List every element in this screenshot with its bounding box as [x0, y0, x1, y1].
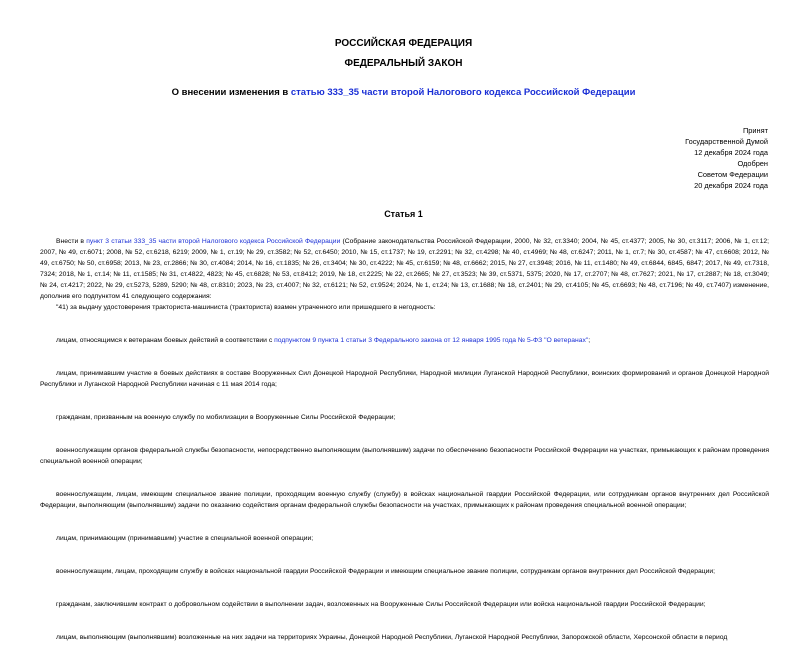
law-title-prefix: О внесении изменения в [171, 87, 291, 98]
list-item: военнослужащим, лицам, проходящим службу в войсках национальной гвардии Российской Федерации и имеющим специальное звание полиции, сотрудникам органов внутренних дел Российской Федерации; [56, 568, 716, 575]
law-type-heading: ФЕДЕРАЛЬНЫЙ ЗАКОН [344, 58, 463, 69]
p2-prefix: лицам, относящимся к ветеранам боевых действий в соответствии с [56, 337, 275, 344]
list-item: лицам, принимающим (принимавшим) участие в специальной военной операции; [56, 535, 314, 542]
list-item: лицам, принимавшим участие в боевых действиях в составе Вооруженных Сил Донецкой Народной Республики, Народной милиции Луганской Народной Республики, воинских формирований и органов Донецкой Народной Республики и Луганской Народной Республики начиная с 11 мая 2014 года; [40, 370, 769, 388]
intro-link[interactable]: пункт 3 статьи 333_35 части второй Налогового кодекса Российской Федерации [86, 238, 341, 245]
list-item: гражданам, призванным на военную службу по мобилизации в Вооруженные Силы Российской Федерации; [56, 414, 396, 421]
adoption-line-duma: Государственной Думой [685, 137, 768, 146]
veterans-law-link[interactable]: подпунктом 9 пункта 1 статьи 3 Федерального закона от 12 января 1995 года № 5-ФЗ "О ветеранах" [274, 337, 589, 344]
list-item: военнослужащим, лицам, имеющим специальное звание полиции, проходящим военную службу (службу) в войсках национальной гвардии Российской Федерации, или сотрудникам органов внутренних дел Российской Федерации, выполняющим (выполнявшим) задачи по оказанию содействия органам федеральной службы безопасности на участках, примыкающих к районам проведения специальной военной операции; [40, 491, 769, 509]
subparagraph-41: "41) за выдачу удостоверения тракториста-машиниста (тракториста) взамен утраченного или пришедшего в негодность: [56, 304, 436, 311]
intro-text: (Собрание законодательства Российской Федерации, 2000, № 32, ст.3340; 2004, № 45, ст.4377; 2005, № 30, ст.3117; 2006, № 1, ст.12; 2007, № 49, ст.6071; 2008, № 52, ст.6218, 6219; 2009, № 1, ст.19; № 29, ст.3582; № 52, ст.6450; 2010, № 15, ст.1737; № 19, ст.2291; № 32, ст.4298; № 40, ст.4969; № 48, ст.6247; 2011, № 1, ст.7; № 30, ст.4587; № 47, ст.6608; 2012, № 49, ст.6750; № 50, ст.6958; 2013, № 23, ст.2866; № 30, ст.4084; 2014, № 16, ст.1835; № 26, ст.3404; № 30, ст.4222; № 45, ст.6159; № 48, ст.6662; 2015, № 27, ст.3948; 2016, № 11, ст.1480; № 49, ст.6844, 6845, 6847; 2017, № 49, ст.7318, 7324; 2018, № 1, ст.14; № 11, ст.1585; № 31, ст.4822, 4823; № 45, ст.6828; № 53, ст.8412; 2019, № 18, ст.2225; № 22, ст.2665; № 27, ст.3523; № 39, ст.5371, 5375; 2020, № 17, ст.2707; № 48, ст.7627; 2021, № 17, ст.2887; № 18, ст.3049; № 24, ст.4217; 2022, № 29, ст.5273, 5289, 5290; № 48, ст.8310; 2023, № 23, ст.4007; № 32, ст.6121; № 52, ст.9524; 2024, № 1, ст.24; № 13, ст.1688; № 18, ст.2401; № 29, ст.4105; № 45, ст.6693; № 48, ст.7196; № 49, ст.7407) изменение, дополнив его подпунктом 41 следующего содержания: [40, 238, 769, 300]
p2-suffix: ; [588, 337, 591, 344]
law-title-link[interactable]: статью 333_35 части второй Налогового кодекса Российской Федерации [290, 87, 636, 98]
adoption-block [685, 125, 768, 191]
adoption-line-council-date: 20 декабря 2024 года [694, 181, 768, 190]
list-item: гражданам, заключившим контракт о добровольном содействии в выполнении задач, возложенных на Вооруженные Силы Российской Федерации или войска национальной гвардии Российской Федерации; [56, 601, 706, 608]
federation-heading: РОССИЙСКАЯ ФЕДЕРАЦИЯ [334, 38, 473, 49]
adoption-line-adopted: Принят [742, 126, 768, 135]
adoption-line-approved: Одобрен [737, 159, 768, 168]
adoption-line-council: Советом Федерации [697, 170, 768, 179]
list-item: военнослужащим органов федеральной службы безопасности, непосредственно выполняющим (выполнявшим) задачи по обеспечению безопасности Российской Федерации на участках, примыкающих к районам проведения специальной военной операции; [40, 447, 769, 465]
list-item [40, 335, 769, 346]
law-title [0, 87, 807, 98]
article-intro-paragraph [40, 236, 769, 302]
article-body [40, 236, 769, 665]
intro-prefix: Внести в [56, 238, 87, 245]
adoption-line-duma-date: 12 декабря 2024 года [694, 148, 768, 157]
article-heading: Статья 1 [384, 209, 423, 219]
list-item: лицам, выполняющим (выполнявшим) возложенные на них задачи на территориях Украины, Донецкой Народной Республики, Луганской Народной Республики, Запорожской области, Херсонской области в период [56, 634, 728, 641]
